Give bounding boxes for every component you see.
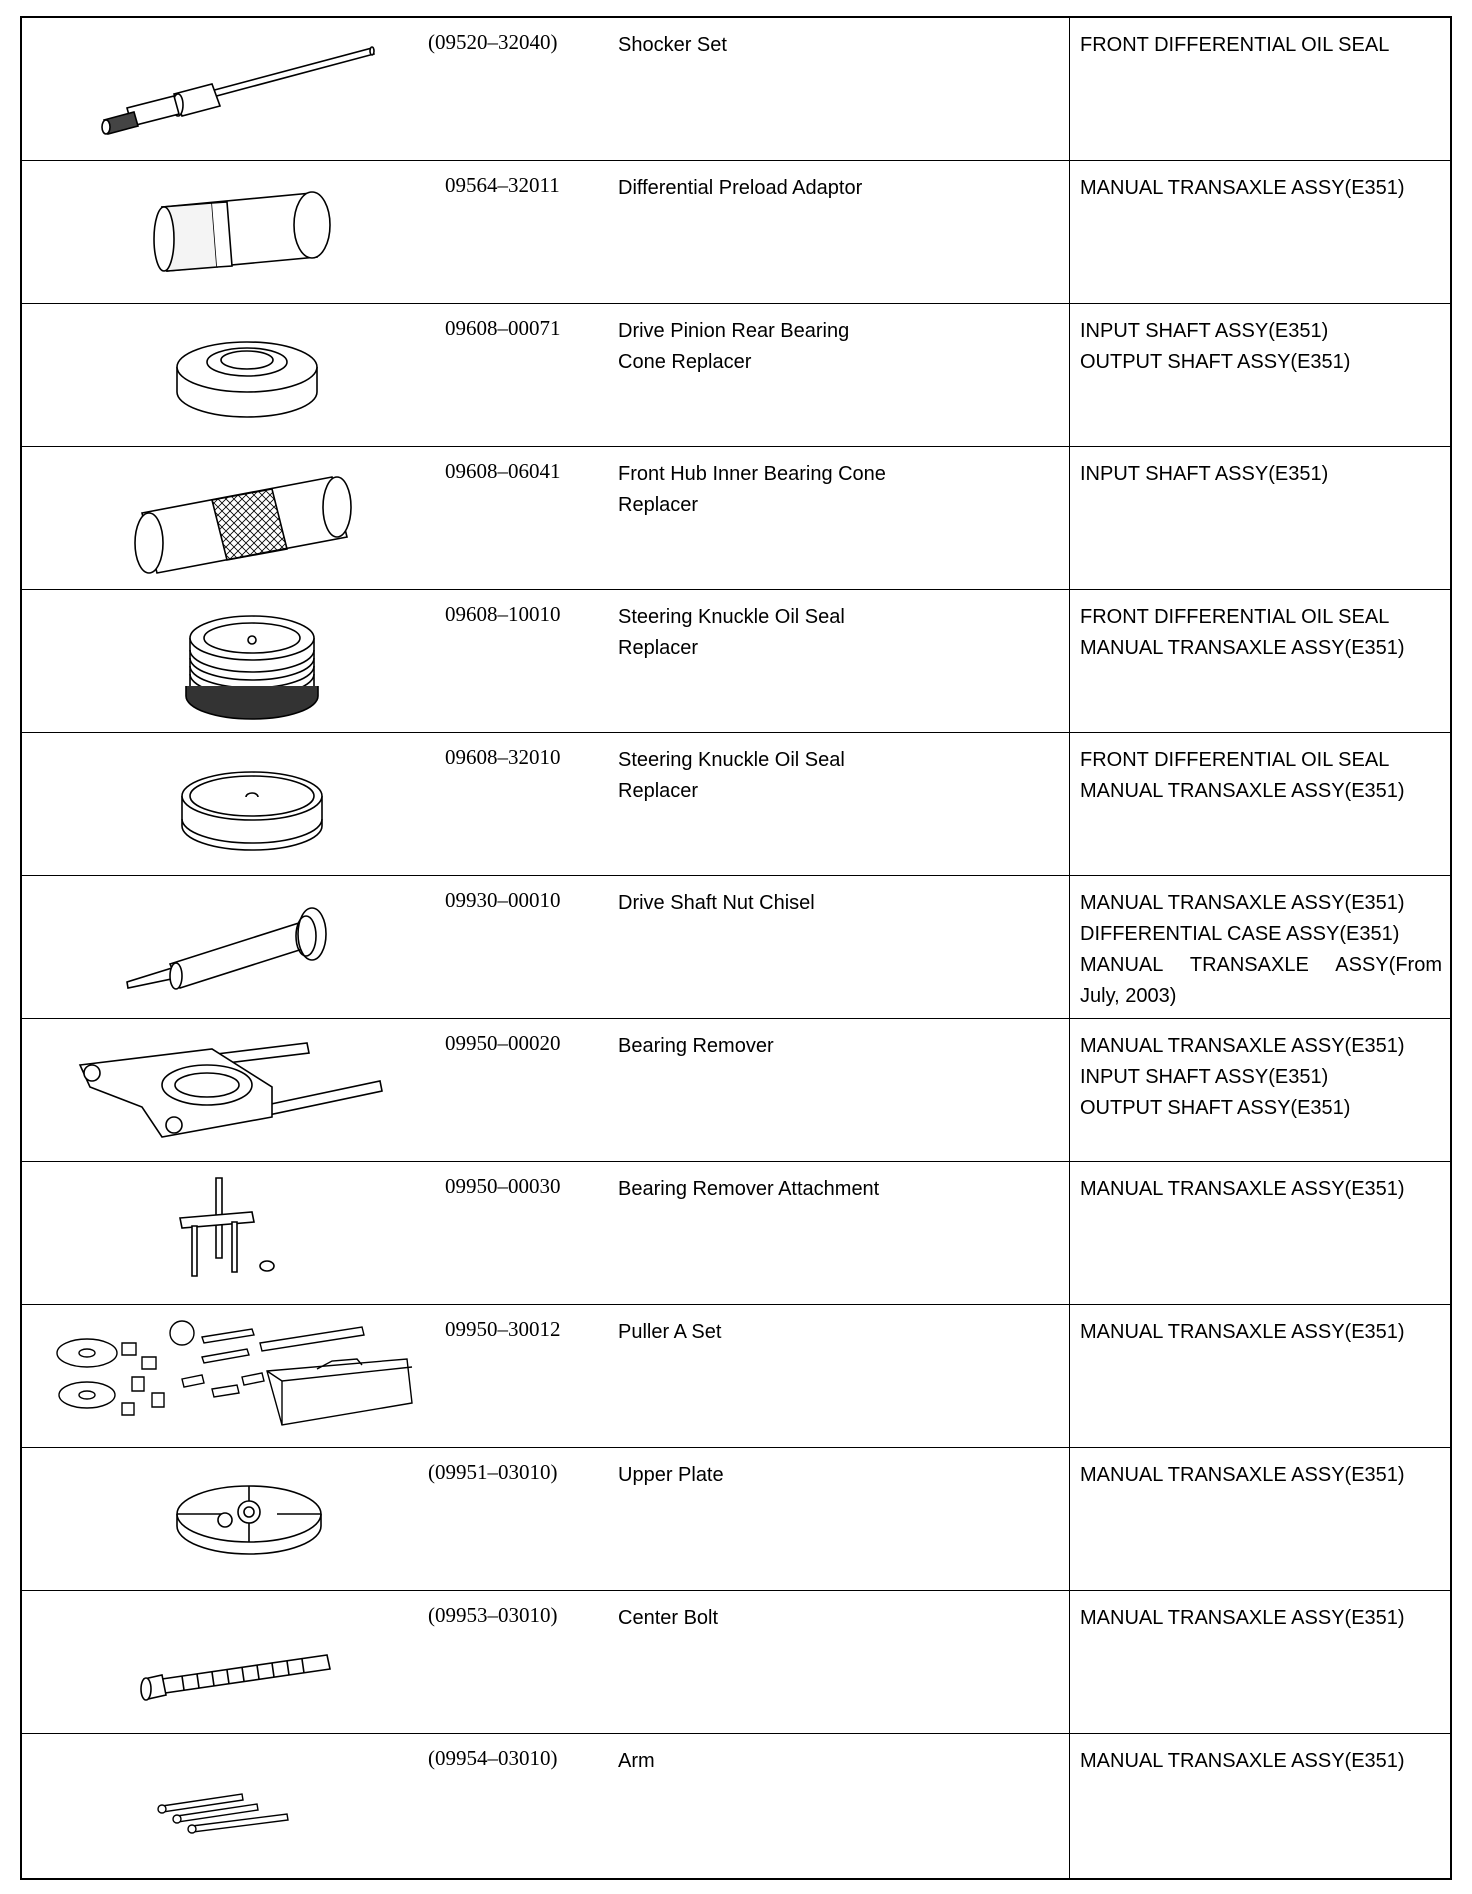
- tool-name: [618, 1746, 1058, 1777]
- part-number: 09950–00020: [445, 1031, 561, 1055]
- usage-item: INPUT SHAFT ASSY(E351): [1080, 320, 1329, 342]
- usage-item: OUTPUT SHAFT ASSY(E351): [1080, 1097, 1351, 1119]
- tool-name: [618, 459, 1058, 521]
- puller-set-illustration: [62, 1313, 442, 1439]
- usage-list: [1080, 888, 1442, 1012]
- table-row: [22, 733, 1450, 876]
- oil-seal-replacer-illustration: [62, 598, 442, 724]
- tool-name: [618, 316, 1058, 378]
- table-row: [22, 876, 1450, 1019]
- usage-item: INPUT SHAFT ASSY(E351): [1080, 1066, 1329, 1088]
- usage-list: [1080, 30, 1442, 61]
- usage-item: FRONT DIFFERENTIAL OIL SEAL: [1080, 606, 1390, 628]
- usage-list: [1080, 1031, 1442, 1124]
- part-number: 09608–10010: [445, 602, 561, 626]
- usage-list: [1080, 316, 1442, 378]
- tool-name: [618, 1174, 1058, 1205]
- usage-list: [1080, 602, 1442, 664]
- table-row: [22, 18, 1450, 161]
- tool-name: [618, 30, 1058, 61]
- arm-illustration: [62, 1742, 442, 1868]
- tool-name: [618, 888, 1058, 919]
- tool-name-line: Bearing Remover Attachment: [618, 1178, 880, 1200]
- tool-name-line: Drive Pinion Rear Bearing: [618, 320, 850, 342]
- part-number: (09951–03010): [428, 1460, 558, 1484]
- usage-list: [1080, 1746, 1442, 1777]
- table-row: [22, 1019, 1450, 1162]
- hub-bearing-replacer-illustration: [62, 455, 442, 581]
- tool-name: [618, 1317, 1058, 1348]
- part-number: (09953–03010): [428, 1603, 558, 1627]
- usage-item: MANUAL TRANSAXLE ASSY(From: [1080, 954, 1442, 976]
- tool-name: [618, 1031, 1058, 1062]
- table-row: [22, 1591, 1450, 1734]
- tool-name: [618, 602, 1058, 664]
- chisel-illustration: [62, 884, 442, 1010]
- part-number: 09564–32011: [445, 173, 560, 197]
- usage-item: OUTPUT SHAFT ASSY(E351): [1080, 351, 1351, 373]
- part-number: 09950–30012: [445, 1317, 561, 1341]
- part-number: (09954–03010): [428, 1746, 558, 1770]
- remover-attachment-illustration: [62, 1170, 442, 1296]
- usage-item: MANUAL TRANSAXLE ASSY(E351): [1080, 1035, 1405, 1057]
- tool-name: [618, 1603, 1058, 1634]
- usage-item: MANUAL TRANSAXLE ASSY(E351): [1080, 1750, 1405, 1772]
- usage-list: [1080, 459, 1442, 490]
- usage-item: MANUAL TRANSAXLE ASSY(E351): [1080, 1178, 1405, 1200]
- tool-name-line: Differential Preload Adaptor: [618, 177, 863, 199]
- usage-list: [1080, 1603, 1442, 1634]
- table-row: [22, 1305, 1450, 1448]
- table-row: [22, 1448, 1450, 1591]
- usage-item: FRONT DIFFERENTIAL OIL SEAL: [1080, 34, 1390, 56]
- usage-item: MANUAL TRANSAXLE ASSY(E351): [1080, 637, 1405, 659]
- tool-name-line: Steering Knuckle Oil Seal: [618, 749, 845, 771]
- usage-item: MANUAL TRANSAXLE ASSY(E351): [1080, 1321, 1405, 1343]
- bearing-remover-illustration: [62, 1027, 442, 1153]
- shocker-set-illustration: [62, 26, 442, 152]
- tool-name-line: Replacer: [618, 637, 699, 659]
- usage-item: MANUAL TRANSAXLE ASSY(E351): [1080, 1464, 1405, 1486]
- table-row: [22, 447, 1450, 590]
- usage-list: [1080, 745, 1442, 807]
- tool-name-line: Arm: [618, 1750, 655, 1772]
- part-number: 09608–00071: [445, 316, 561, 340]
- usage-item: FRONT DIFFERENTIAL OIL SEAL: [1080, 749, 1390, 771]
- bearing-cone-replacer-illustration: [62, 312, 442, 438]
- tool-name-line: Steering Knuckle Oil Seal: [618, 606, 845, 628]
- usage-list: [1080, 173, 1442, 204]
- tool-name: [618, 173, 1058, 204]
- table-row: [22, 1162, 1450, 1305]
- tool-name-line: Center Bolt: [618, 1607, 719, 1629]
- center-bolt-illustration: [62, 1599, 442, 1725]
- usage-list: [1080, 1317, 1442, 1348]
- usage-item: July, 2003): [1080, 985, 1177, 1007]
- usage-item: INPUT SHAFT ASSY(E351): [1080, 463, 1329, 485]
- tool-name-line: Replacer: [618, 494, 699, 516]
- tool-name-line: Drive Shaft Nut Chisel: [618, 892, 815, 914]
- part-number: 09608–06041: [445, 459, 561, 483]
- sst-table: [20, 16, 1452, 1880]
- part-number: 09608–32010: [445, 745, 561, 769]
- tool-name-line: Puller A Set: [618, 1321, 722, 1343]
- table-row: [22, 161, 1450, 304]
- usage-item: MANUAL TRANSAXLE ASSY(E351): [1080, 1607, 1405, 1629]
- preload-adaptor-illustration: [62, 169, 442, 295]
- usage-item: MANUAL TRANSAXLE ASSY(E351): [1080, 177, 1405, 199]
- usage-item: MANUAL TRANSAXLE ASSY(E351): [1080, 780, 1405, 802]
- tool-name-line: Front Hub Inner Bearing Cone: [618, 463, 886, 485]
- usage-item: DIFFERENTIAL CASE ASSY(E351): [1080, 923, 1400, 945]
- upper-plate-illustration: [62, 1456, 442, 1582]
- usage-list: [1080, 1460, 1442, 1491]
- part-number: 09950–00030: [445, 1174, 561, 1198]
- oil-seal-replacer-illustration: [62, 741, 442, 867]
- tool-name-line: Replacer: [618, 780, 699, 802]
- table-row: [22, 304, 1450, 447]
- table-row: [22, 590, 1450, 733]
- tool-name-line: Upper Plate: [618, 1464, 724, 1486]
- usage-list: [1080, 1174, 1442, 1205]
- table-row: [22, 1734, 1450, 1882]
- tool-name-line: Bearing Remover: [618, 1035, 774, 1057]
- tool-name: [618, 745, 1058, 807]
- usage-item: MANUAL TRANSAXLE ASSY(E351): [1080, 892, 1405, 914]
- tool-name-line: Shocker Set: [618, 34, 727, 56]
- tool-name-line: Cone Replacer: [618, 351, 752, 373]
- part-number: 09930–00010: [445, 888, 561, 912]
- tool-name: [618, 1460, 1058, 1491]
- part-number: (09520–32040): [428, 30, 558, 54]
